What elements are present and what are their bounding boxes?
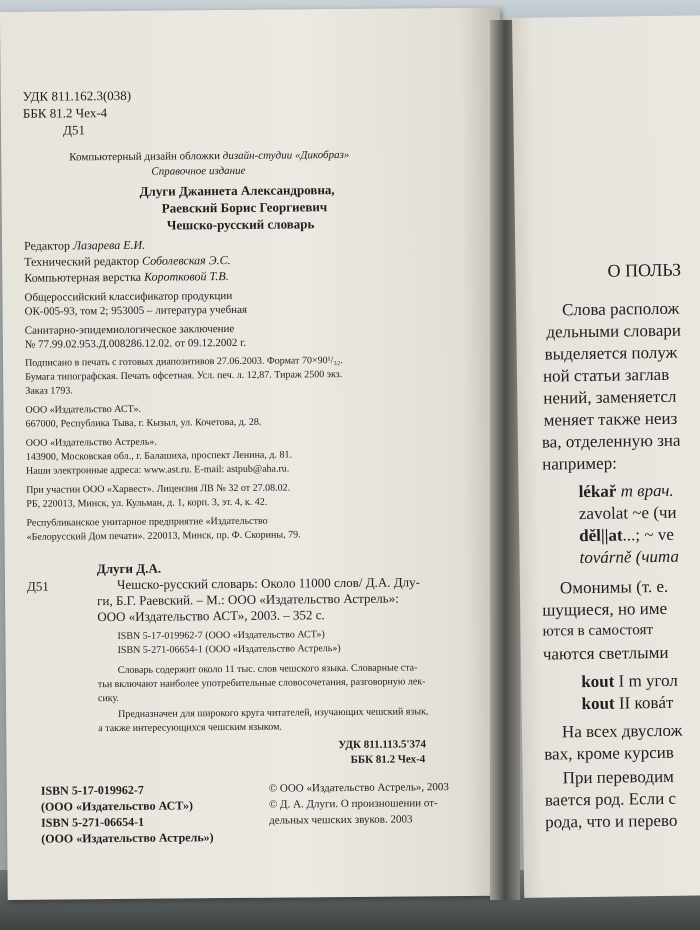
isbn-bottom-2-publisher: (ООО «Издательство Астрель»): [41, 830, 214, 846]
sanitary-1: Санитарно-эпидемиологическое заключение: [24, 322, 235, 337]
right-line-12: чаются светлыми: [542, 642, 669, 664]
code-mid: Д51: [26, 578, 49, 594]
ref-1: Чешско-русский словарь: Около 11000 слов/ Д.А. Длу-: [116, 574, 421, 593]
example-6: [581, 694, 673, 714]
copyright-1: © ООО «Издательство Астрель», 2003: [268, 781, 449, 795]
desc-5: а также интересующихся чешским языком.: [98, 721, 282, 735]
example-3-word: děl||at: [579, 525, 623, 546]
astrel-1: ООО «Издательство Астрель».: [25, 436, 157, 449]
right-line-11: ются в самостоят: [542, 622, 654, 640]
example-5: [581, 672, 678, 692]
isbn-ref-2: ISBN 5-271-06654-1 (ООО «Издательство Астрель»): [117, 643, 341, 656]
copyright-2: © Д. А. Длуги. О произношении от-: [268, 797, 438, 811]
right-line-6: меняет также неиз: [543, 408, 678, 430]
right-line-17: рода, что и перево: [545, 810, 678, 832]
right-line-1: Слова располож: [561, 298, 680, 320]
sanitary-2: № 77.99.02.953.Д.008286.12.02. от 09.12.2002 г.: [24, 336, 247, 351]
example-6-rest: II ковáт: [614, 692, 674, 713]
example-1-word: lékař: [578, 481, 617, 502]
classifier-1: Общероссийский классификатор продукции: [24, 289, 233, 304]
print-info-2: Бумага типографская. Печать офсетная. Усл. печ. л. 12,87. Тираж 2500 экз.: [25, 369, 343, 383]
ref-3: ООО «Издательство АСТ», 2003. – 352 с.: [97, 607, 325, 625]
right-line-3: выделяется полуж: [544, 342, 678, 364]
left-page: [0, 8, 508, 900]
layout-line: [24, 270, 229, 286]
right-line-7: ва, отделенную зна: [541, 430, 681, 452]
printer-1: Республиканское унитарное предприятие «Издательство: [26, 515, 268, 529]
desc-3: сику.: [97, 692, 120, 705]
isbn-ref-1: ISBN 5-17-019962-7 (ООО «Издательство АСТ»): [117, 629, 325, 642]
harvest-2: РБ, 220013, Минск, ул. Кульман, д. 1, корп. 3, эт. 4, к. 42.: [26, 496, 268, 510]
right-line-8: например:: [542, 453, 617, 474]
print-info-3: Заказ 1793.: [25, 385, 73, 397]
printer-2: «Белорусский Дом печати». 220013, Минск, пр. Ф. Скорины, 79.: [26, 529, 301, 543]
example-3-rest: ...; ~ ve: [622, 524, 674, 545]
bbk-top: ББК 81.2 Чех-4: [22, 105, 108, 121]
author-2: Раевский Борис Георгиевич: [161, 199, 328, 216]
example-5-word: kout: [581, 671, 615, 692]
code-top: Д51: [62, 122, 85, 138]
cover-design-line: [69, 149, 349, 164]
right-line-4: ной статьи заглав: [542, 364, 670, 386]
right-line-10: шущиеся, но име: [542, 598, 668, 620]
ast-2: 667000, Республика Тыва, г. Кызыл, ул. Кочетова, д. 28.: [25, 416, 262, 430]
copyright-3: дельных чешских звуков. 2003: [269, 813, 413, 827]
isbn-bottom-1-publisher: (ООО «Издательство АСТ»): [40, 798, 194, 814]
example-3: [579, 526, 674, 546]
example-1-rest: m врач.: [616, 480, 674, 501]
example-5-rest: I m угол: [614, 670, 678, 691]
layout-name: Коротковой Т.В.: [144, 269, 229, 284]
print-info-1: Подписано в печать с готовых диапозитивов 27.06.2003. Формат 70×90¹/₃₂.: [25, 355, 343, 369]
example-6-word: kout: [581, 693, 615, 714]
tech-editor-line: [24, 254, 231, 270]
harvest-1: При участии ООО «Харвест». Лицензия ЛВ № 32 от 27.08.02.: [26, 482, 291, 496]
example-1: [579, 482, 674, 502]
section-heading: О ПОЛЬЗ: [607, 259, 682, 281]
ref-2: ги, Б.Г. Раевский. – М.: ООО «Издательство Астрель»:: [97, 590, 399, 609]
udk-bottom: УДК 811.113.5'374: [338, 738, 427, 752]
example-4: továrně (чита: [579, 546, 680, 568]
tech-editor-label: Технический редактор: [24, 253, 140, 269]
edition-type: Справочное издание: [151, 164, 246, 178]
classifier-2: ОК-005-93, том 2; 953005 – литература учебная: [24, 303, 248, 318]
right-line-16: вается род. Если с: [544, 788, 677, 810]
udk-top: УДК 811.162.3(038): [22, 87, 132, 104]
editor-line: [24, 239, 145, 254]
bbk-bottom: ББК 81.2 Чех-4: [350, 753, 426, 766]
right-line-15: При переводим: [562, 766, 674, 788]
right-page: [512, 15, 700, 898]
astrel-3: Наши электронные адреса: www.ast.ru. E-mail: astpub@aha.ru.: [25, 463, 290, 477]
author-short: Длуги Д.А.: [96, 560, 162, 577]
cover-design-studio: дизайн-студии «Дикобраз»: [222, 148, 350, 163]
author-1: Длуги Джаннета Александровна,: [139, 182, 335, 199]
right-line-2: дельными словари: [546, 320, 682, 342]
desc-4: Предназначен для широкого круга читателей, изучающих чешский язык,: [118, 706, 429, 720]
editor-label: Редактор: [23, 238, 70, 253]
right-line-5: нений, заменяетсл: [543, 386, 677, 408]
ast-1: ООО «Издательство АСТ».: [25, 403, 142, 416]
editor-name: Лазарева Е.И.: [72, 237, 146, 253]
astrel-2: 143900, Московская обл., г. Балашиха, проспект Ленина, д. 81.: [25, 449, 292, 463]
tech-editor-name: Соболевская Э.С.: [142, 252, 231, 268]
layout-label: Компьютерная верстка: [24, 269, 142, 285]
book-title: Чешско-русский словарь: [166, 216, 315, 233]
right-line-9: Омонимы (т. е.: [559, 576, 669, 598]
isbn-bottom-2: ISBN 5-271-06654-1: [41, 814, 145, 830]
isbn-bottom-1: ISBN 5-17-019962-7: [40, 782, 144, 798]
right-line-13: На всех двуслож: [561, 720, 683, 742]
desc-1: Словарь содержит около 11 тыс. слов чешского языка. Словарные ста-: [117, 662, 418, 676]
cover-design-label: Компьютерный дизайн обложки: [69, 150, 221, 164]
example-2: zavolat ~e (чи: [578, 502, 677, 524]
desc-2: тьи включают наиболее употребительные словосочетания, разговорную лек-: [97, 676, 426, 691]
right-line-14: вах, кроме курсив: [544, 742, 674, 764]
